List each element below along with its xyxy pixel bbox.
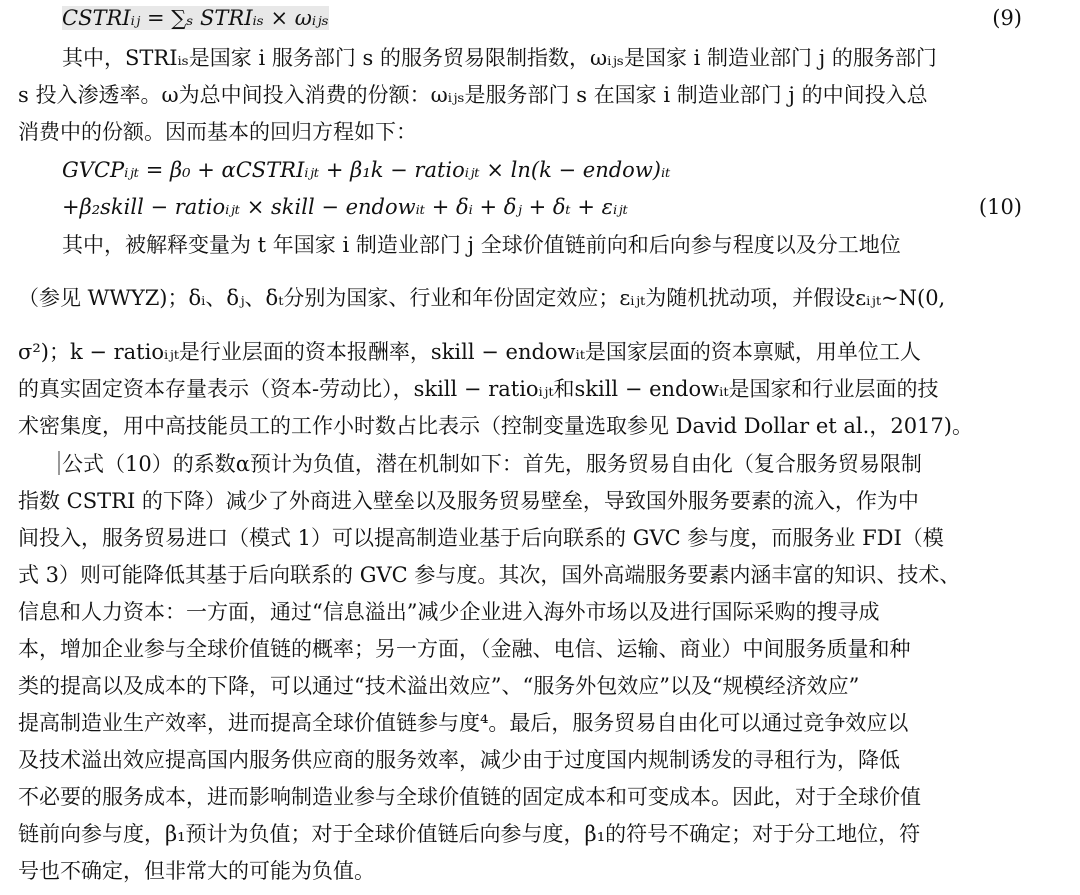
paragraph-3-line-2: 指数 CSTRI 的下降）减少了外商进入壁垒以及服务贸易壁垒，导致国外服务要素的流入，作为中 [18, 489, 919, 513]
paragraph-3-line-11: 链前向参与度，β₁预计为负值；对于全球价值链后向参与度，β₁的符号不确定；对于分工地位，符 [18, 822, 921, 846]
paragraph-3-line-1 [0, 448, 1080, 480]
paragraph-2-line-3: σ²)；k − ratioᵢⱼₜ是行业层面的资本报酬率，skill − endowᵢₜ是国家层面的资本禀赋，用单位工人 [18, 340, 921, 364]
paragraph-3-line-6: 本，增加企业参与全球价值链的概率；另一方面，（金融、电信、运输、商业）中间服务质量和种 [18, 637, 911, 661]
equation-9 [0, 2, 1080, 34]
text-cursor[interactable] [58, 451, 60, 475]
paragraph-3-line-9: 及技术溢出效应提高国内服务供应商的服务效率，减少由于过度国内规制诱发的寻租行为，降低 [18, 748, 900, 772]
equation-10-line-1: GVCPᵢⱼₜ = β₀ + αCSTRIᵢⱼₜ + β₁k − ratioᵢⱼₜ × ln(k − endow)ᵢₜ [62, 158, 671, 182]
equation-9-text: CSTRIᵢⱼ = ∑ₛ STRIᵢₛ × ωᵢⱼₛ [62, 6, 329, 30]
paragraph-1-line-2: s 投入渗透率。ω为总中间投入消费的份额：ωᵢⱼₛ是服务部门 s 在国家 i 制造业部门 j 的中间投入总 [18, 83, 928, 107]
paragraph-3-line-4: 式 3）则可能降低其基于后向联系的 GVC 参与度。其次，国外高端服务要素内涵丰富的知识、技术、 [18, 563, 961, 587]
paragraph-3-line-8: 提高制造业生产效率，进而提高全球价值链参与度⁴。最后，服务贸易自由化可以通过竞争效应以 [18, 711, 909, 735]
paragraph-3-line-7: 类的提高以及成本的下降，可以通过“技术溢出效应”、“服务外包效应”以及“规模经济效应” [18, 674, 860, 698]
paragraph-3-line-10: 不必要的服务成本，进而影响制造业参与全球价值链的固定成本和可变成本。因此，对于全球价值 [18, 785, 921, 809]
equation-9-tag: (9) [992, 6, 1022, 30]
equation-10-line-2: +β₂skill − ratioᵢⱼₜ × skill − endowᵢₜ + δᵢ + δⱼ + δₜ + εᵢⱼₜ [62, 195, 628, 219]
paragraph-3-line-1-text: 公式（10）的系数α预计为负值，潜在机制如下：首先，服务贸易自由化（复合服务贸易限制 [62, 452, 922, 476]
paragraph-2-line-5: 术密集度，用中高技能员工的工作小时数占比表示（控制变量选取参见 David Dollar et al.，2017)。 [18, 414, 973, 438]
paragraph-3-line-12: 号也不确定，但非常大的可能为负值。 [18, 859, 375, 883]
paragraph-1-line-1: 其中，STRIᵢₛ是国家 i 服务部门 s 的服务贸易限制指数，ωᵢⱼₛ是国家 i 制造业部门 j 的服务部门 [62, 46, 937, 70]
paragraph-3-line-3: 间投入，服务贸易进口（模式 1）可以提高制造业基于后向联系的 GVC 参与度，而服务业 FDI（模 [18, 526, 944, 550]
paragraph-2-line-2: （参见 WWYZ)；δᵢ、δⱼ、δₜ分别为国家、行业和年份固定效应；εᵢⱼₜ为随机扰动项，并假设εᵢⱼₜ~N(0, [18, 286, 946, 310]
paragraph-2-line-1: 其中，被解释变量为 t 年国家 i 制造业部门 j 全球价值链前向和后向参与程度以及分工地位 [62, 233, 901, 257]
paragraph-3-line-5: 信息和人力资本：一方面，通过“信息溢出”减少企业进入海外市场以及进行国际采购的搜寻成 [18, 600, 880, 624]
paragraph-2-line-4: 的真实固定资本存量表示（资本-劳动比），skill − ratioᵢⱼₜ和skill − endowᵢₜ是国家和行业层面的技 [18, 377, 939, 401]
paragraph-1-line-3: 消费中的份额。因而基本的回归方程如下： [18, 120, 417, 144]
equation-10-tag: (10) [978, 195, 1022, 219]
